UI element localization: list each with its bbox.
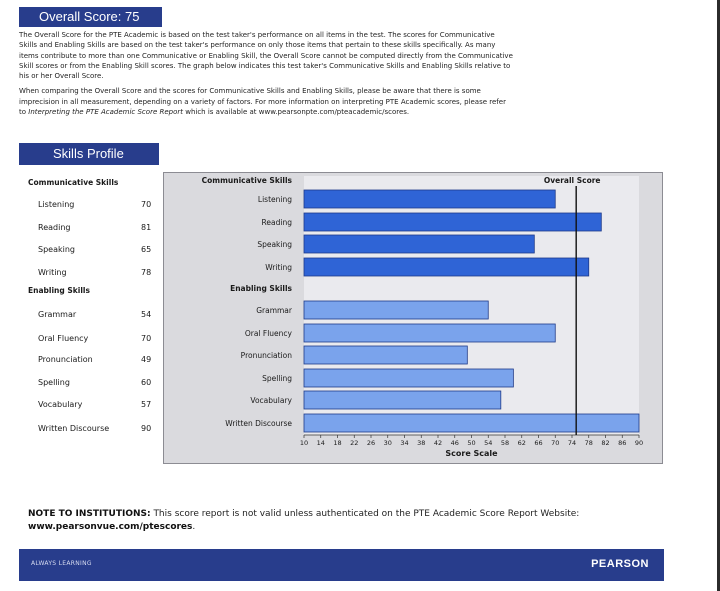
skill-bar xyxy=(304,346,467,364)
intro-paragraph-1: The Overall Score for the PTE Academic is based on the test taker's performance on all items in the test. The scores for Communicative Skills and Enabling Skills are based on the test taker's performance on only those items that pertain to these skills specifically. As many items contribute to more than one Communicative or Enabling Skill, the Overall Score cannot be computed directly from the Communicative Skill scores or from the Enabling Skill scores. The graph below indicates this test taker's Communicative Skills and Enabling Skills relative to his or her Overall Score. xyxy=(19,31,513,81)
note-label: NOTE TO INSTITUTIONS: xyxy=(28,509,151,519)
chart-category-label: Reading xyxy=(261,218,292,227)
x-tick-label: 30 xyxy=(383,439,392,447)
skill-score-row xyxy=(20,200,160,214)
skill-score-row xyxy=(20,334,160,348)
chart-category-label: Written Discourse xyxy=(225,419,292,428)
skill-score-row xyxy=(20,223,160,237)
note-end: . xyxy=(192,522,196,532)
x-axis-title: Score Scale xyxy=(445,449,498,458)
skill-name: Listening xyxy=(38,200,75,209)
x-tick-label: 90 xyxy=(634,439,644,447)
pte-scores-website-link[interactable]: www.pearsonvue.com/ptescores xyxy=(28,522,193,532)
skill-score-value: 54 xyxy=(141,310,152,319)
x-tick-label: 82 xyxy=(601,439,610,447)
skill-score-row xyxy=(20,378,160,392)
x-tick-label: 78 xyxy=(584,439,593,447)
x-tick-label: 58 xyxy=(500,439,510,447)
skill-score-value: 90 xyxy=(141,424,152,433)
x-tick-label: 50 xyxy=(467,439,476,447)
pearson-logo: PEARSON xyxy=(591,558,649,570)
skill-score-value: 60 xyxy=(141,378,152,387)
skill-score-value: 78 xyxy=(141,268,152,277)
enabling-skills-heading: Enabling Skills xyxy=(28,286,90,295)
skill-score-value: 65 xyxy=(141,245,152,254)
skill-score-row xyxy=(20,268,160,282)
footer-tagline: ALWAYS LEARNING xyxy=(31,560,92,567)
skills-profile-chart xyxy=(163,172,663,464)
note-text: This score report is not valid unless authenticated on the PTE Academic Score Report Website: xyxy=(150,509,580,519)
skill-bar xyxy=(304,258,589,276)
x-tick-label: 74 xyxy=(567,439,577,447)
skill-bar xyxy=(304,190,555,208)
chart-category-label: Pronunciation xyxy=(240,351,292,360)
skill-bar xyxy=(304,301,488,319)
skill-bar xyxy=(304,235,534,253)
skill-score-value: 70 xyxy=(141,334,152,343)
x-tick-label: 46 xyxy=(450,439,459,447)
x-tick-label: 18 xyxy=(333,439,342,447)
skill-score-row xyxy=(20,245,160,259)
chart-group-heading: Enabling Skills xyxy=(230,284,292,293)
chart-group-heading: Communicative Skills xyxy=(201,176,292,185)
skill-name: Oral Fluency xyxy=(38,334,89,343)
x-tick-label: 62 xyxy=(517,439,526,447)
overall-score-label: Overall Score xyxy=(543,176,601,185)
chart-category-label: Spelling xyxy=(262,374,292,383)
skill-name: Reading xyxy=(38,223,71,232)
skill-score-value: 49 xyxy=(141,355,152,364)
skill-name: Speaking xyxy=(38,245,75,254)
chart-category-label: Vocabulary xyxy=(250,396,292,405)
skill-bar xyxy=(304,414,639,432)
x-tick-label: 42 xyxy=(433,439,443,447)
x-tick-label: 22 xyxy=(350,439,359,447)
skills-bar-chart xyxy=(164,173,664,465)
skill-bar xyxy=(304,324,555,342)
skill-bar xyxy=(304,391,501,409)
x-tick-label: 10 xyxy=(299,439,309,447)
skill-name: Grammar xyxy=(38,310,77,319)
x-tick-label: 86 xyxy=(618,439,627,447)
skill-name: Written Discourse xyxy=(38,424,110,433)
intro-paragraph-2 xyxy=(19,86,514,117)
x-tick-label: 14 xyxy=(316,439,325,447)
overall-score-header: Overall Score: 75 xyxy=(19,7,162,27)
chart-category-label: Grammar xyxy=(256,306,292,315)
skill-name: Pronunciation xyxy=(38,355,93,364)
chart-category-label: Listening xyxy=(257,195,292,204)
x-tick-label: 66 xyxy=(534,439,543,447)
institution-note xyxy=(28,508,588,534)
x-tick-label: 70 xyxy=(551,439,560,447)
skill-score-value: 70 xyxy=(141,200,152,209)
intro-paragraph-2-end: which is available at www.pearsonpte.com/pteacademic/scores. xyxy=(183,108,410,117)
skill-score-row xyxy=(20,400,160,414)
intro-paragraph-2-text: When comparing the Overall Score and the scores for Communicative Skills and Enabling Skills, please be aware that there is some imprecision in all measurement, depending on a variety of factors. For more information on interpreting PTE Academic scores, please refer to xyxy=(19,87,506,117)
x-tick-label: 38 xyxy=(417,439,426,447)
communicative-skills-heading: Communicative Skills xyxy=(28,178,119,187)
skill-score-row xyxy=(20,355,160,369)
x-tick-label: 54 xyxy=(484,439,493,447)
footer-bar xyxy=(19,549,664,581)
interpreting-guide-link[interactable]: Interpreting the PTE Academic Score Report xyxy=(28,108,183,117)
skill-name: Spelling xyxy=(38,378,70,387)
chart-category-label: Speaking xyxy=(257,240,292,249)
skill-score-row xyxy=(20,310,160,324)
skills-profile-header: Skills Profile xyxy=(19,143,159,165)
skill-name: Vocabulary xyxy=(38,400,83,409)
skill-score-value: 81 xyxy=(141,223,152,232)
skill-name: Writing xyxy=(38,268,67,277)
x-tick-label: 34 xyxy=(400,439,409,447)
skill-score-row xyxy=(20,424,160,438)
chart-category-label: Oral Fluency xyxy=(244,329,292,338)
skill-score-value: 57 xyxy=(141,400,152,409)
chart-category-label: Writing xyxy=(265,263,292,272)
skill-bar xyxy=(304,213,601,231)
skill-bar xyxy=(304,369,513,387)
x-tick-label: 26 xyxy=(366,439,376,447)
intro-text xyxy=(19,30,514,122)
